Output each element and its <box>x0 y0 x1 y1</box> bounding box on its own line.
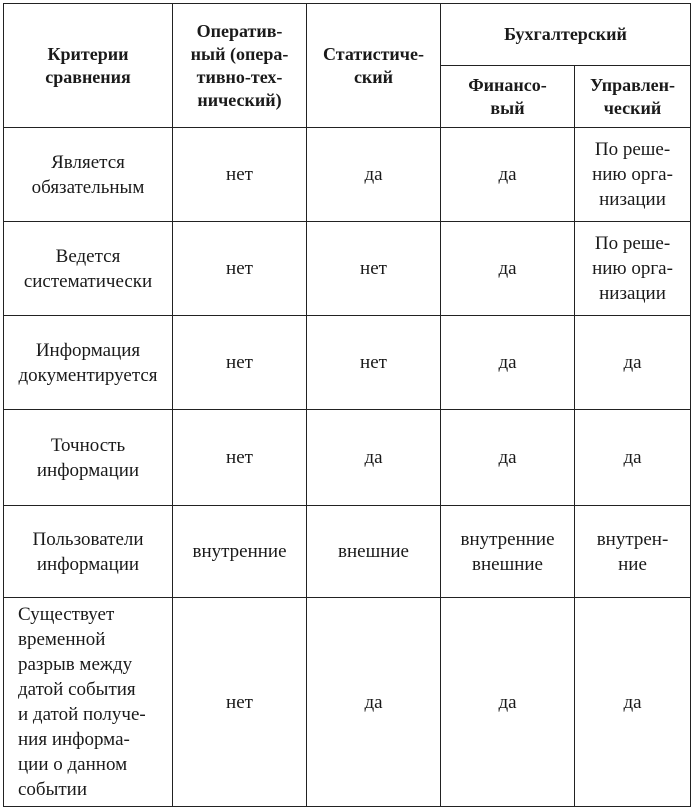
criterion-cell: Является обязательным <box>4 128 173 222</box>
financial-cell: внутренние внешние <box>441 506 575 598</box>
financial-cell: да <box>441 410 575 506</box>
statistical-cell: да <box>307 410 441 506</box>
statistical-cell: да <box>307 598 441 807</box>
financial-cell: да <box>441 128 575 222</box>
table-row <box>4 316 691 410</box>
header-financial: Финансо- вый <box>441 66 575 128</box>
managerial-cell: По реше- нию орга- низации <box>575 222 691 316</box>
header-accounting: Бухгалтерский <box>441 4 691 66</box>
operative-cell: нет <box>173 222 307 316</box>
managerial-cell: да <box>575 316 691 410</box>
criterion-cell: Пользователи информации <box>4 506 173 598</box>
criterion-cell: Существует временной разрыв между датой события и датой получе- ния информа- ции о данном событии <box>4 598 173 807</box>
operative-cell: нет <box>173 410 307 506</box>
managerial-cell: да <box>575 410 691 506</box>
statistical-cell: нет <box>307 222 441 316</box>
comparison-table <box>3 3 691 807</box>
statistical-cell: да <box>307 128 441 222</box>
financial-cell: да <box>441 316 575 410</box>
table-row <box>4 410 691 506</box>
operative-cell: внутренние <box>173 506 307 598</box>
managerial-cell: По реше- нию орга- низации <box>575 128 691 222</box>
table-row <box>4 128 691 222</box>
operative-cell: нет <box>173 316 307 410</box>
criterion-cell: Ведется систематически <box>4 222 173 316</box>
statistical-cell: нет <box>307 316 441 410</box>
table-row <box>4 222 691 316</box>
header-criteria: Критерии сравнения <box>4 4 173 128</box>
operative-cell: нет <box>173 128 307 222</box>
table-row <box>4 506 691 598</box>
operative-cell: нет <box>173 598 307 807</box>
statistical-cell: внешние <box>307 506 441 598</box>
managerial-cell: внутрен- ние <box>575 506 691 598</box>
financial-cell: да <box>441 598 575 807</box>
criterion-cell: Точность информации <box>4 410 173 506</box>
managerial-cell: да <box>575 598 691 807</box>
header-statistical: Статистиче- ский <box>307 4 441 128</box>
financial-cell: да <box>441 222 575 316</box>
header-managerial: Управлен- ческий <box>575 66 691 128</box>
table-row <box>4 598 691 807</box>
criterion-cell: Информация документируется <box>4 316 173 410</box>
header-operative: Оператив- ный (опера- тивно-тех- нический) <box>173 4 307 128</box>
